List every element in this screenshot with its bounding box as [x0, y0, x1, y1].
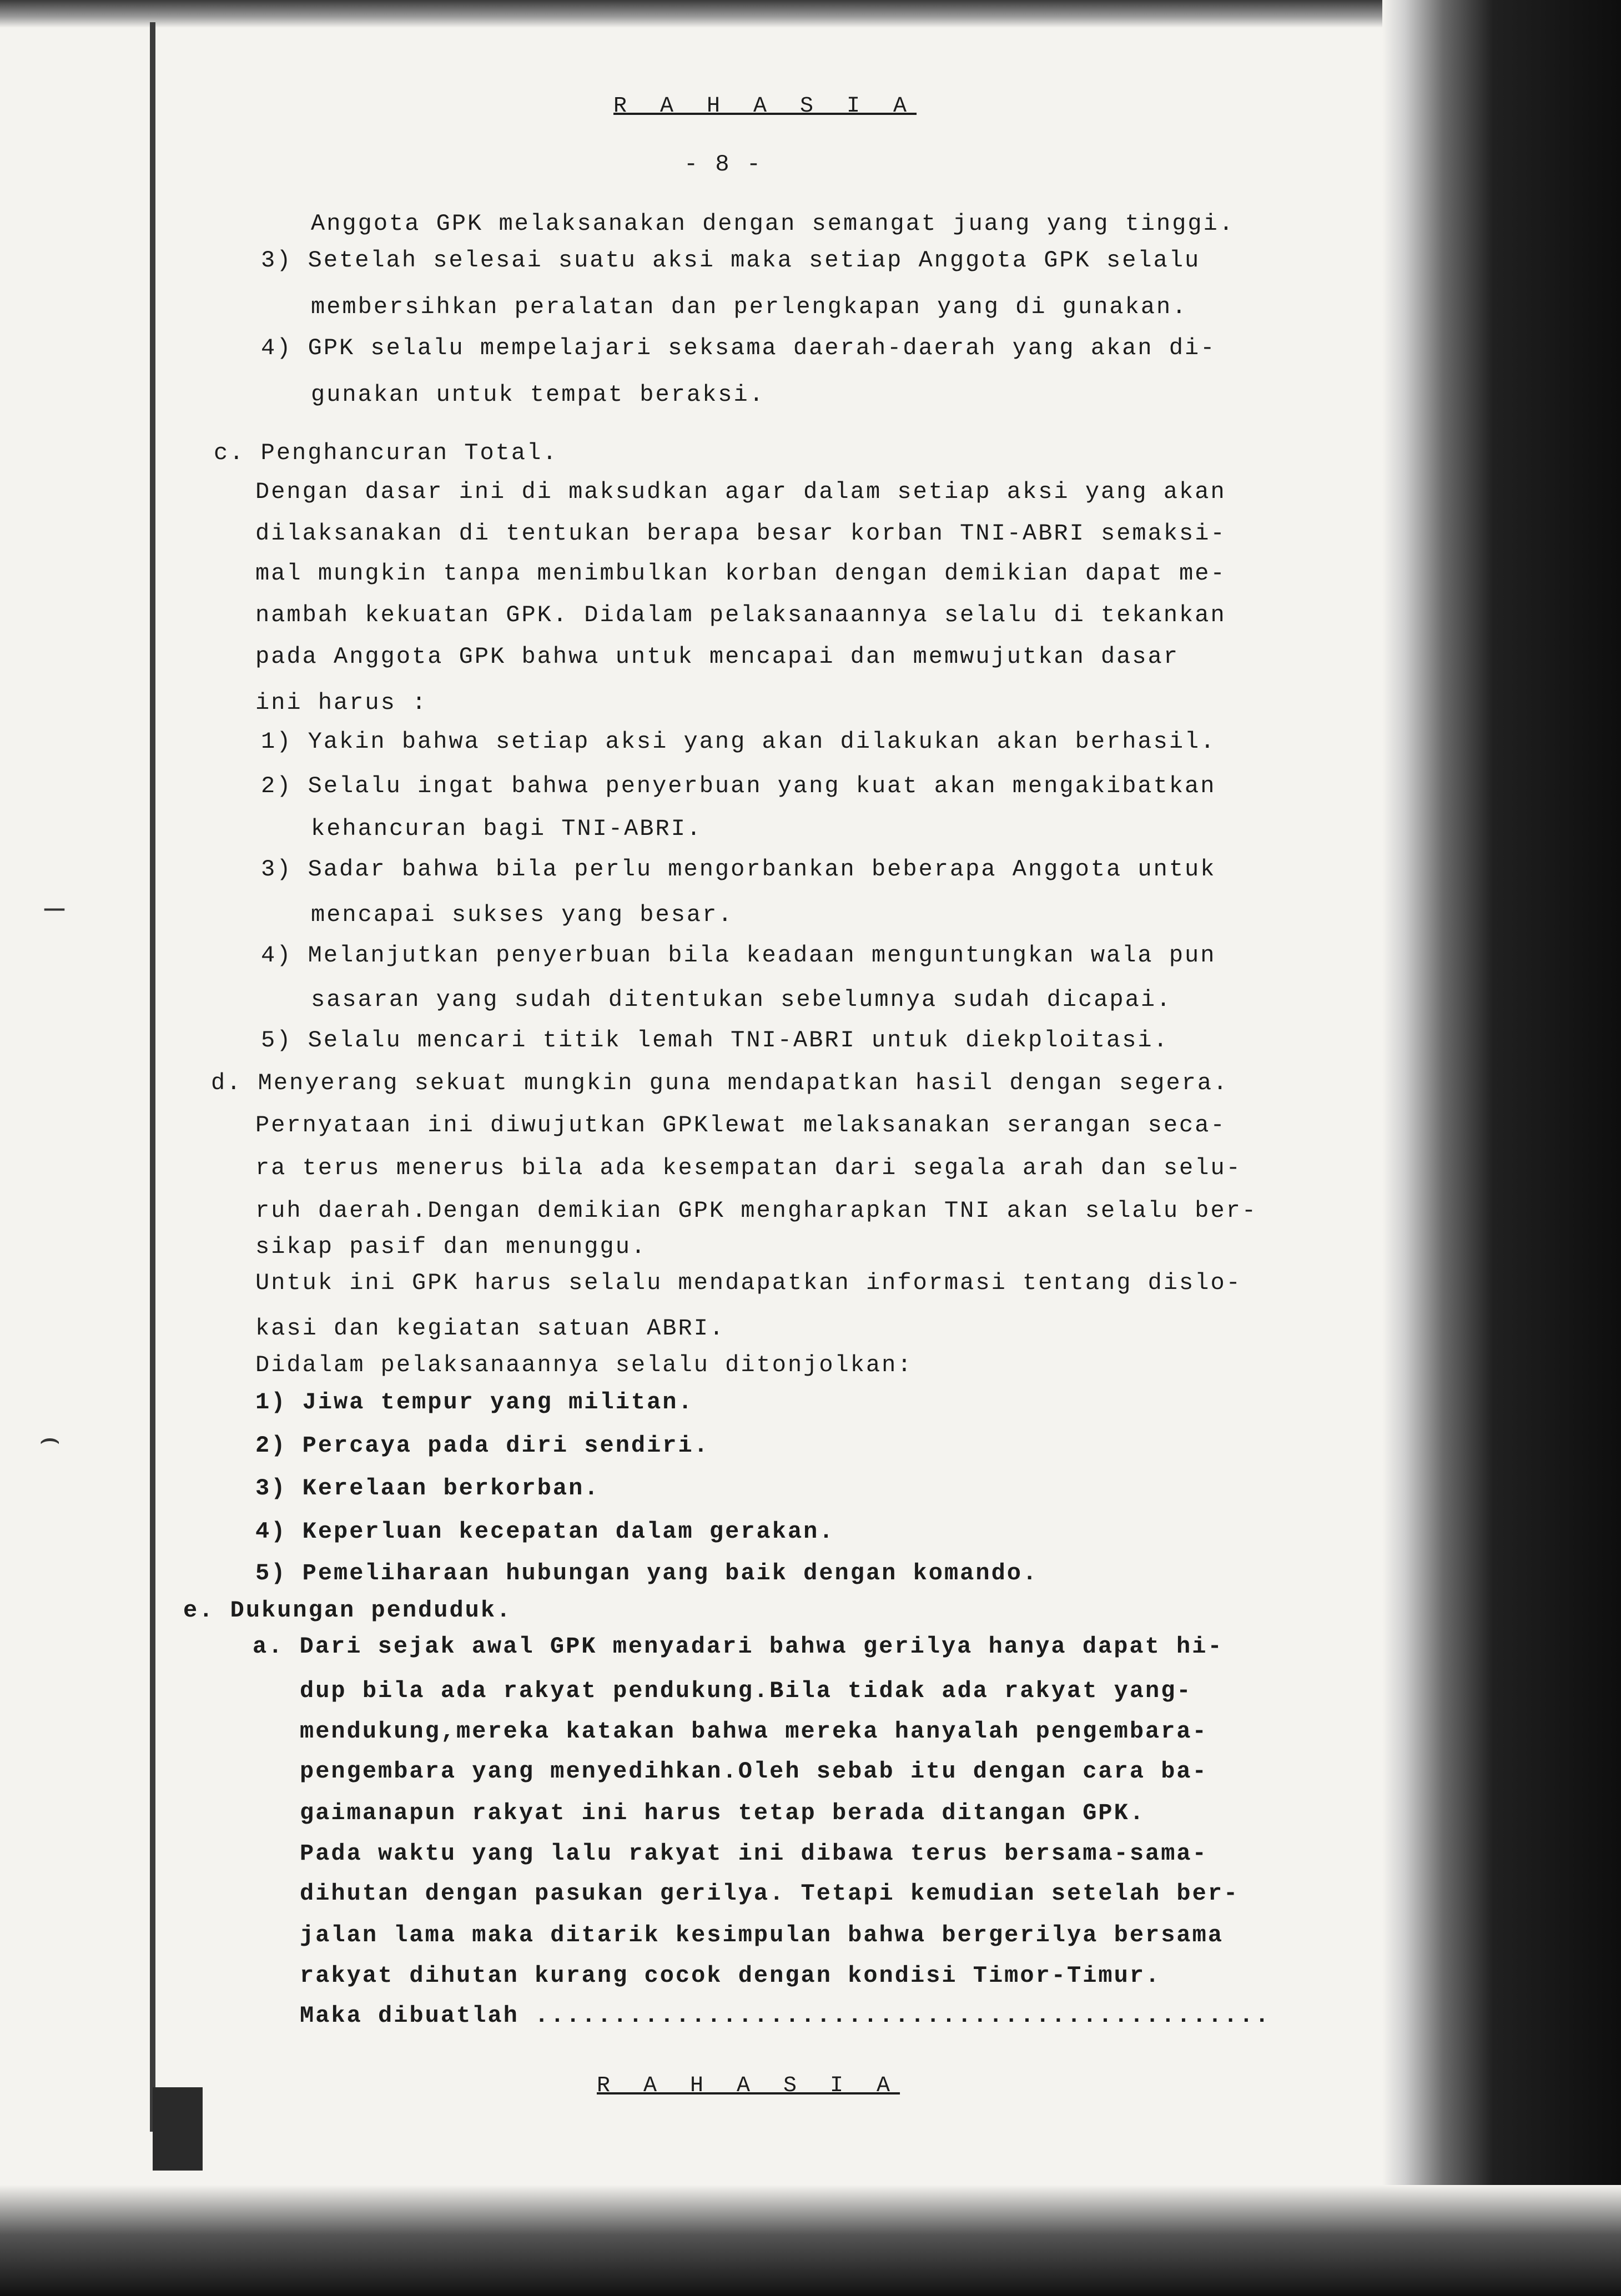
text-line: sasaran yang sudah ditentukan sebelumnya sudah dicapai. [311, 986, 1172, 1013]
list-item: 3) Sadar bahwa bila perlu mengorbankan beberapa Anggota untuk [261, 856, 1216, 883]
text-line: Untuk ini GPK harus selalu mendapatkan informasi tentang dislo- [255, 1270, 1242, 1296]
text-line: pada Anggota GPK bahwa untuk mencapai dan memwujutkan dasar [255, 643, 1180, 670]
text-line: ruh daerah.Dengan demikian GPK mengharapkan TNI akan selalu ber- [255, 1197, 1258, 1224]
text-line: gunakan untuk tempat beraksi. [311, 381, 765, 408]
text-line: 3) Setelah selesai suatu aksi maka setiap Anggota GPK selalu [261, 247, 1201, 274]
page-number: - 8 - [684, 151, 763, 178]
section-heading: c. Penghancuran Total. [214, 440, 558, 466]
classification-header: R A H A S I A [613, 94, 917, 119]
list-item: 5) Selalu mencari titik lemah TNI-ABRI untuk diekploitasi. [261, 1027, 1169, 1054]
classification-footer: R A H A S I A [597, 2073, 900, 2098]
text-line: dihutan dengan pasukan gerilya. Tetapi kemudian setelah ber- [300, 1880, 1240, 1907]
list-item: 1) Jiwa tempur yang militan. [255, 1389, 694, 1416]
text-line: gaimanapun rakyat ini harus tetap berada ditangan GPK. [300, 1800, 1146, 1826]
text-line: a. Dari sejak awal GPK menyadari bahwa gerilya hanya dapat hi- [253, 1633, 1224, 1660]
text-line: mencapai sukses yang besar. [311, 902, 734, 928]
text-line: pengembara yang menyedihkan.Oleh sebab itu dengan cara ba- [300, 1758, 1208, 1785]
section-heading: d. Menyerang sekuat mungkin guna mendapatkan hasil dengan segera. [211, 1070, 1229, 1096]
text-line: Dengan dasar ini di maksudkan agar dalam setiap aksi yang akan [255, 479, 1226, 505]
text-line: ra terus menerus bila ada kesempatan dari segala arah dan selu- [255, 1155, 1242, 1181]
list-item: 4) Keperluan kecepatan dalam gerakan. [255, 1518, 835, 1545]
text-line: mendukung,mereka katakan bahwa mereka hanyalah pengembara- [300, 1718, 1208, 1745]
list-item: 4) Melanjutkan penyerbuan bila keadaan menguntungkan wala pun [261, 942, 1216, 969]
list-item: 1) Yakin bahwa setiap aksi yang akan dilakukan akan berhasil. [261, 728, 1216, 755]
section-heading: e. Dukungan penduduk. [183, 1597, 512, 1624]
text-line: mal mungkin tanpa menimbulkan korban dengan demikian dapat me- [255, 560, 1226, 587]
text-line: sikap pasif dan menunggu. [255, 1233, 647, 1260]
list-item: 3) Kerelaan berkorban. [255, 1475, 600, 1502]
text-line: dilaksanakan di tentukan berapa besar korban TNI-ABRI semaksi- [255, 520, 1226, 547]
margin-mark: ⌢ [39, 1422, 61, 1460]
text-line: jalan lama maka ditarik kesimpulan bahwa bergerilya bersama [300, 1922, 1224, 1948]
text-line: Didalam pelaksanaannya selalu ditonjolkan: [255, 1352, 913, 1378]
text-line: 4) GPK selalu mempelajari seksama daerah-daerah yang akan di- [261, 335, 1216, 361]
text-line: kasi dan kegiatan satuan ABRI. [255, 1315, 726, 1342]
list-item: 2) Percaya pada diri sendiri. [255, 1432, 709, 1459]
text-line: membersihkan peralatan dan perlengkapan yang di gunakan. [311, 294, 1188, 320]
list-item: 5) Pemeliharaan hubungan yang baik dengan komando. [255, 1560, 1039, 1587]
text-line: Maka dibuatlah ............................................... [300, 2002, 1271, 2029]
text-line: nambah kekuatan GPK. Didalam pelaksanaannya selalu di tekankan [255, 602, 1226, 628]
list-item: 2) Selalu ingat bahwa penyerbuan yang kuat akan mengakibatkan [261, 773, 1216, 799]
text-line: dup bila ada rakyat pendukung.Bila tidak ada rakyat yang- [300, 1678, 1192, 1704]
text-line: kehancuran bagi TNI-ABRI. [311, 815, 703, 842]
text-line: rakyat dihutan kurang cocok dengan kondisi Timor-Timur. [300, 1962, 1161, 1989]
text-line: Anggota GPK melaksanakan dengan semangat juang yang tinggi. [311, 210, 1235, 237]
text-line: Pernyataan ini diwujutkan GPKlewat melaksanakan serangan seca- [255, 1112, 1226, 1139]
text-line: Pada waktu yang lalu rakyat ini dibawa terus bersama-sama- [300, 1840, 1208, 1867]
margin-mark: — [44, 891, 65, 929]
text-line: ini harus : [255, 689, 428, 716]
